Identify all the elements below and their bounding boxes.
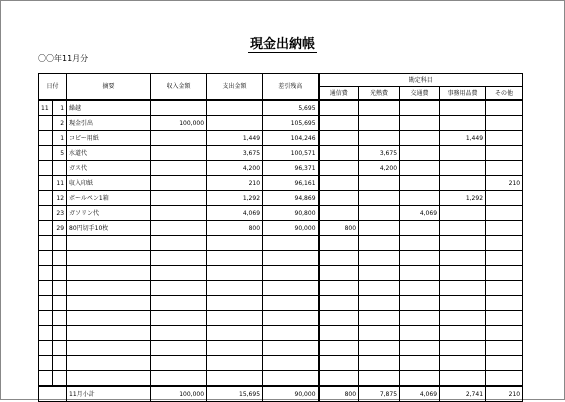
- cell-expense: [207, 281, 263, 296]
- cell-supplies: [440, 296, 486, 311]
- cell-supplies: [440, 116, 486, 131]
- cell-other: [486, 341, 523, 356]
- cell-day: 1: [53, 100, 67, 116]
- cell-month: [39, 356, 53, 371]
- cell-summary: [67, 296, 151, 311]
- header-income: 収入金額: [151, 74, 207, 101]
- cell-expense: 1,292: [207, 191, 263, 206]
- cell-balance: [263, 326, 319, 341]
- cell-day: 5: [53, 146, 67, 161]
- header-summary: 摘要: [67, 74, 151, 101]
- cell-supplies: [440, 100, 486, 116]
- cell-balance: [263, 311, 319, 326]
- cell-summary: [67, 341, 151, 356]
- cell-transport: [400, 371, 440, 387]
- cell-day: [53, 161, 67, 176]
- cell-supplies: [440, 236, 486, 251]
- cell-supplies: 1,292: [440, 191, 486, 206]
- cell-expense: [207, 251, 263, 266]
- cell-day: [53, 251, 67, 266]
- cell-day: 11: [53, 176, 67, 191]
- cell-income: [151, 281, 207, 296]
- table-row: [39, 116, 523, 131]
- cell-utilities: [359, 281, 400, 296]
- cell-communication: [319, 100, 359, 116]
- subtotal-balance: 90,000: [263, 386, 319, 402]
- cell-summary: [67, 356, 151, 371]
- cell-communication: [319, 371, 359, 387]
- cell-transport: [400, 251, 440, 266]
- cell-summary: ガソリン代: [67, 206, 151, 221]
- cell-month: [39, 116, 53, 131]
- cell-balance: [263, 341, 319, 356]
- cell-transport: [400, 296, 440, 311]
- cell-utilities: [359, 341, 400, 356]
- cell-communication: [319, 146, 359, 161]
- cell-day: 1: [53, 131, 67, 146]
- cell-communication: [319, 341, 359, 356]
- cell-income: [151, 311, 207, 326]
- cell-month: [39, 326, 53, 341]
- cell-summary: [67, 281, 151, 296]
- cell-summary: [67, 326, 151, 341]
- page-title: [0, 33, 565, 52]
- cell-month: [39, 251, 53, 266]
- cell-supplies: 1,449: [440, 131, 486, 146]
- cell-utilities: [359, 131, 400, 146]
- cell-communication: [319, 116, 359, 131]
- cell-day: 29: [53, 221, 67, 236]
- table-row: [39, 281, 523, 296]
- cell-balance: [263, 281, 319, 296]
- cell-month: [39, 296, 53, 311]
- cell-balance: 5,695: [263, 100, 319, 116]
- subtotal-date-cell: [39, 386, 67, 402]
- cell-summary: 80円切手10枚: [67, 221, 151, 236]
- header-utilities: 光熱費: [359, 87, 400, 101]
- table-row: [39, 146, 523, 161]
- cell-communication: [319, 176, 359, 191]
- cell-summary: 繰越: [67, 100, 151, 116]
- cell-expense: [207, 116, 263, 131]
- cell-day: [53, 311, 67, 326]
- cell-balance: 94,869: [263, 191, 319, 206]
- cell-income: [151, 176, 207, 191]
- table-row: [39, 341, 523, 356]
- cell-month: [39, 371, 53, 387]
- cell-other: [486, 206, 523, 221]
- cell-month: [39, 131, 53, 146]
- cell-utilities: [359, 176, 400, 191]
- cell-day: [53, 236, 67, 251]
- cell-day: 23: [53, 206, 67, 221]
- cell-transport: [400, 161, 440, 176]
- table-row: [39, 206, 523, 221]
- cell-income: [151, 206, 207, 221]
- cell-summary: 現金引出: [67, 116, 151, 131]
- cell-summary: ボールペン1箱: [67, 191, 151, 206]
- cell-other: [486, 221, 523, 236]
- cell-other: [486, 191, 523, 206]
- header-transport: 交通費: [400, 87, 440, 101]
- cell-communication: [319, 356, 359, 371]
- cell-expense: 800: [207, 221, 263, 236]
- cell-income: [151, 341, 207, 356]
- cell-balance: [263, 356, 319, 371]
- cell-day: [53, 266, 67, 281]
- cell-balance: 104,246: [263, 131, 319, 146]
- cell-other: [486, 311, 523, 326]
- cell-transport: [400, 100, 440, 116]
- cell-balance: [263, 236, 319, 251]
- subtotal-income: 100,000: [151, 386, 207, 402]
- cell-other: [486, 131, 523, 146]
- cell-utilities: [359, 251, 400, 266]
- header-date: 日付: [39, 74, 67, 101]
- cell-expense: 4,200: [207, 161, 263, 176]
- cell-communication: [319, 161, 359, 176]
- cell-summary: [67, 236, 151, 251]
- subtotal-label: 11月小計: [67, 386, 151, 402]
- cell-month: [39, 221, 53, 236]
- cell-other: [486, 356, 523, 371]
- cell-communication: 800: [319, 221, 359, 236]
- cell-expense: [207, 326, 263, 341]
- cell-supplies: [440, 311, 486, 326]
- cell-utilities: [359, 116, 400, 131]
- table-row: [39, 296, 523, 311]
- cell-day: [53, 326, 67, 341]
- cell-utilities: [359, 100, 400, 116]
- cell-income: [151, 131, 207, 146]
- cell-transport: [400, 236, 440, 251]
- cell-other: [486, 161, 523, 176]
- cell-month: [39, 311, 53, 326]
- cell-income: [151, 356, 207, 371]
- cell-utilities: [359, 266, 400, 281]
- table-row: [39, 100, 523, 116]
- subtotal-other: 210: [486, 386, 523, 402]
- table-row: [39, 371, 523, 387]
- cell-summary: コピー用紙: [67, 131, 151, 146]
- cell-month: [39, 191, 53, 206]
- cell-expense: [207, 100, 263, 116]
- cell-transport: [400, 221, 440, 236]
- cell-day: [53, 296, 67, 311]
- cell-expense: [207, 371, 263, 387]
- table-body: [39, 100, 523, 386]
- cell-balance: [263, 296, 319, 311]
- cell-balance: 90,000: [263, 221, 319, 236]
- cell-day: [53, 281, 67, 296]
- cell-expense: [207, 356, 263, 371]
- cell-transport: [400, 131, 440, 146]
- header-other: その他: [486, 87, 523, 101]
- header-supplies: 事務用品費: [440, 87, 486, 101]
- cell-utilities: [359, 191, 400, 206]
- subtotal-supplies: 2,741: [440, 386, 486, 402]
- table-row: [39, 191, 523, 206]
- cell-communication: [319, 251, 359, 266]
- table-row: [39, 251, 523, 266]
- cell-transport: [400, 326, 440, 341]
- cell-balance: 100,571: [263, 146, 319, 161]
- cell-income: [151, 326, 207, 341]
- cell-balance: 96,371: [263, 161, 319, 176]
- cell-balance: [263, 266, 319, 281]
- cell-other: [486, 236, 523, 251]
- cell-income: [151, 296, 207, 311]
- table-row: [39, 131, 523, 146]
- cell-month: [39, 206, 53, 221]
- cell-expense: 210: [207, 176, 263, 191]
- cell-month: [39, 266, 53, 281]
- cell-balance: [263, 251, 319, 266]
- cell-utilities: [359, 236, 400, 251]
- cell-supplies: [440, 176, 486, 191]
- cell-summary: [67, 251, 151, 266]
- cell-transport: [400, 116, 440, 131]
- cell-summary: [67, 371, 151, 387]
- cell-income: [151, 221, 207, 236]
- cell-other: [486, 100, 523, 116]
- cell-expense: [207, 311, 263, 326]
- cell-supplies: [440, 161, 486, 176]
- subtotal-expense: 15,695: [207, 386, 263, 402]
- cell-utilities: [359, 326, 400, 341]
- cell-expense: 4,069: [207, 206, 263, 221]
- cell-communication: [319, 131, 359, 146]
- cell-month: 11: [39, 100, 53, 116]
- cell-other: 210: [486, 176, 523, 191]
- cell-month: [39, 146, 53, 161]
- cell-communication: [319, 236, 359, 251]
- table-row: [39, 236, 523, 251]
- cell-other: [486, 116, 523, 131]
- cell-summary: 収入印紙: [67, 176, 151, 191]
- cell-balance: [263, 371, 319, 387]
- cell-day: 2: [53, 116, 67, 131]
- cell-other: [486, 296, 523, 311]
- cell-supplies: [440, 146, 486, 161]
- cell-expense: [207, 296, 263, 311]
- cell-communication: [319, 191, 359, 206]
- subtotal-row: [39, 386, 523, 402]
- cell-other: [486, 281, 523, 296]
- cell-communication: [319, 296, 359, 311]
- cell-other: [486, 251, 523, 266]
- cell-utilities: [359, 371, 400, 387]
- cell-summary: [67, 266, 151, 281]
- cell-income: [151, 191, 207, 206]
- cell-income: [151, 266, 207, 281]
- cell-day: [53, 356, 67, 371]
- cell-other: [486, 371, 523, 387]
- cell-supplies: [440, 281, 486, 296]
- cell-communication: [319, 281, 359, 296]
- cell-communication: [319, 326, 359, 341]
- cell-utilities: [359, 356, 400, 371]
- cell-month: [39, 341, 53, 356]
- cell-month: [39, 236, 53, 251]
- cell-transport: [400, 341, 440, 356]
- cell-supplies: [440, 251, 486, 266]
- cell-transport: [400, 356, 440, 371]
- cell-supplies: [440, 266, 486, 281]
- cell-month: [39, 176, 53, 191]
- header-balance: 差引残高: [263, 74, 319, 101]
- cell-other: [486, 266, 523, 281]
- cell-transport: [400, 176, 440, 191]
- cell-communication: [319, 311, 359, 326]
- cell-balance: 90,800: [263, 206, 319, 221]
- cell-supplies: [440, 341, 486, 356]
- subtotal-communication: 800: [319, 386, 359, 402]
- table-row: [39, 266, 523, 281]
- cell-transport: 4,069: [400, 206, 440, 221]
- cell-expense: 1,449: [207, 131, 263, 146]
- table-row: [39, 176, 523, 191]
- subtotal-transport: 4,069: [400, 386, 440, 402]
- cell-income: [151, 146, 207, 161]
- cell-balance: 105,695: [263, 116, 319, 131]
- cell-transport: [400, 311, 440, 326]
- table-header: [39, 74, 523, 101]
- cell-communication: [319, 266, 359, 281]
- table-row: [39, 221, 523, 236]
- cell-supplies: [440, 206, 486, 221]
- cell-expense: 3,675: [207, 146, 263, 161]
- cell-month: [39, 161, 53, 176]
- cell-transport: [400, 266, 440, 281]
- cell-income: [151, 100, 207, 116]
- cell-supplies: [440, 356, 486, 371]
- cell-utilities: 3,675: [359, 146, 400, 161]
- table-row: [39, 161, 523, 176]
- table-footer: [39, 386, 523, 402]
- subtotal-utilities: 7,875: [359, 386, 400, 402]
- cell-day: 12: [53, 191, 67, 206]
- cell-income: [151, 236, 207, 251]
- cell-utilities: [359, 311, 400, 326]
- header-categories-group: 勘定科目: [319, 74, 523, 87]
- cell-supplies: [440, 371, 486, 387]
- cell-utilities: [359, 206, 400, 221]
- cell-summary: [67, 311, 151, 326]
- cell-month: [39, 281, 53, 296]
- header-expense: 支出金額: [207, 74, 263, 101]
- cell-expense: [207, 266, 263, 281]
- cell-other: [486, 146, 523, 161]
- cell-expense: [207, 341, 263, 356]
- cell-day: [53, 371, 67, 387]
- cell-utilities: [359, 296, 400, 311]
- cell-transport: [400, 191, 440, 206]
- table-row: [39, 311, 523, 326]
- cell-communication: [319, 206, 359, 221]
- cell-summary: 水道代: [67, 146, 151, 161]
- cell-transport: [400, 146, 440, 161]
- cell-expense: [207, 236, 263, 251]
- table-row: [39, 356, 523, 371]
- cell-income: [151, 371, 207, 387]
- title-text: 現金出納帳: [249, 37, 315, 52]
- cell-income: [151, 161, 207, 176]
- cell-balance: 96,161: [263, 176, 319, 191]
- cell-other: [486, 326, 523, 341]
- cell-summary: ガス代: [67, 161, 151, 176]
- cell-day: [53, 341, 67, 356]
- cell-utilities: [359, 221, 400, 236]
- header-communication: 通信費: [319, 87, 359, 101]
- cell-income: 100,000: [151, 116, 207, 131]
- cell-supplies: [440, 326, 486, 341]
- cell-income: [151, 251, 207, 266]
- cell-transport: [400, 281, 440, 296]
- cash-ledger-table: [38, 73, 523, 402]
- table-row: [39, 326, 523, 341]
- period-label: 〇〇年11月分: [38, 54, 89, 63]
- cell-supplies: [440, 221, 486, 236]
- cell-utilities: 4,200: [359, 161, 400, 176]
